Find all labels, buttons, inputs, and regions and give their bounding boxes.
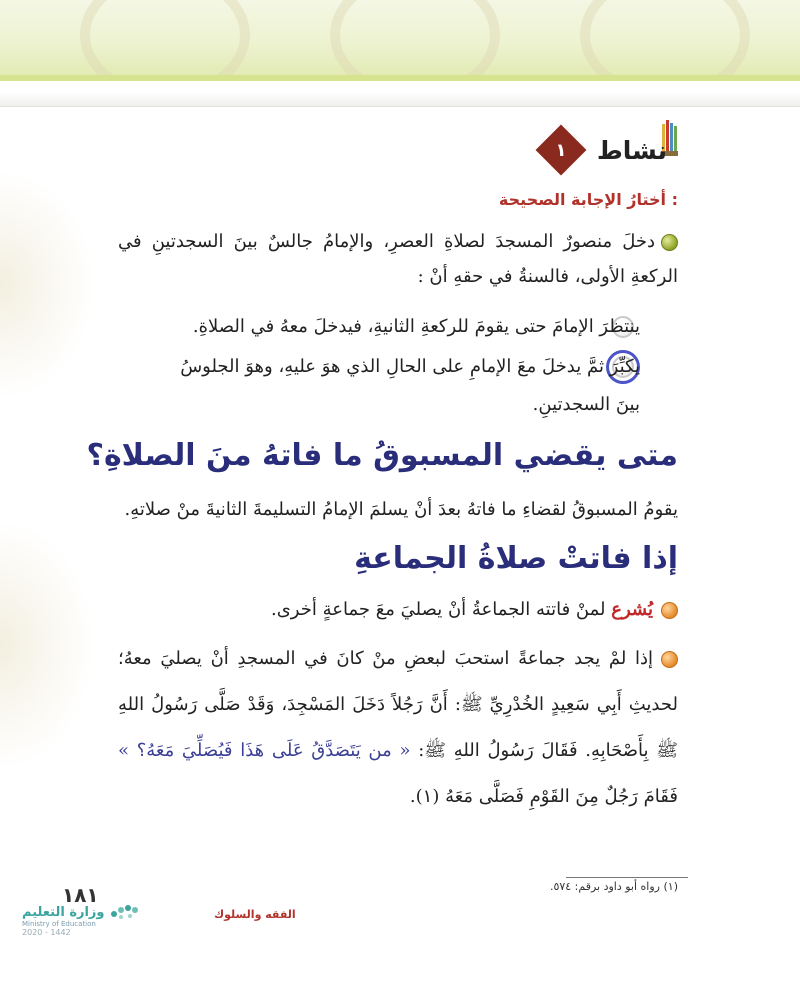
top-decorative-band: [0, 0, 800, 75]
ornament-shape: [580, 0, 750, 75]
footnote-divider: [566, 877, 688, 878]
activity-number: ١: [555, 139, 567, 161]
header-shadow-rule: [0, 92, 800, 107]
activity-header: [543, 132, 675, 168]
bullet-1-paragraph: [118, 592, 678, 627]
ministry-name-en: Ministry of Education: [22, 920, 96, 928]
hadith-ending: فَقَامَ رَجُلٌ مِنَ القَوْمِ فَصَلَّى مَعَهُ (١).: [409, 786, 678, 807]
section-heading-late-prayer: متى يقضي المسبوقُ ما فاتهُ منَ الصلاةِ؟: [86, 438, 678, 473]
option-1-text: ينتظرَ الإمامَ حتى يقومَ للركعةِ الثانيةِ، فيدخلَ معهُ في الصلاةِ.: [192, 316, 640, 337]
bullet-2-text: إذا لمْ يجد جماعةً استحبَ لبعضِ منْ كانَ في المسجدِ أنْ يصليَ معهُ؛ لحديثِ أَبِي سَعِيدٍ الخُدْرِيِّ ﷺ: أَنَّ رَجُلاً دَخَلَ المَسْجِدَ، وَقَدْ صَلَّى رَسُولُ اللهِ ﷺ بِأَصْحَابِهِ. فَقَالَ رَسُولُ اللهِ ﷺ:: [118, 648, 678, 761]
bullet-2-paragraph: [118, 636, 678, 820]
header-rule: [0, 75, 800, 81]
bullet-1-text: لمنْ فاتته الجماعةُ أنْ يصليَ معَ جماعةٍ أخرى.: [271, 599, 606, 620]
bullet-icon: [661, 602, 678, 619]
bullet-1-lead: يُشرع: [611, 599, 653, 620]
question-paragraph: [118, 224, 678, 294]
ministry-logo: [22, 905, 142, 937]
side-ornament: [0, 170, 95, 400]
section-1-body: يقومُ المسبوقُ لقضاءِ ما فاتهُ بعدَ أنْ يسلمَ الإمامُ التسليمةَ الثانيةَ منْ صلاتهِ.: [124, 499, 678, 520]
ornament-shape: [80, 0, 250, 75]
bullet-icon: [661, 651, 678, 668]
instruction-text: أختارُ الإجابة الصحيحة :: [498, 190, 678, 209]
ornament-shape: [330, 0, 500, 75]
ministry-name-ar: وزارة التعليم: [22, 905, 105, 920]
option-2-text: يكبِّرَ ثمَّ يدخلَ معَ الإمامِ على الحالِ الذي هوَ عليهِ، وهوَ الجلوسُ بينَ السجدتينِ.: [180, 356, 640, 415]
bullet-icon: [661, 234, 678, 251]
book-title: الفقه والسلوك: [214, 908, 296, 921]
page-number: ١٨١: [62, 883, 99, 907]
footnote-text: (١) رواه أبو داود برقم: ٥٧٤.: [549, 880, 678, 893]
hadith-quote: « من يَتَصَدَّقُ عَلَى هَذَا فَيُصَلِّيَ مَعَهُ؟ »: [118, 740, 411, 761]
section-heading-missed-congregation: إذا فاتتْ صلاةُ الجماعةِ: [354, 541, 678, 576]
activity-title: نشاط: [596, 135, 667, 165]
question-text: دخلَ منصورٌ المسجدَ لصلاةِ العصرِ، والإمامُ جالسٌ بينَ السجدتينِ في الركعةِ الأولى، فالسنةُ في حقهِ أنْ :: [118, 231, 678, 287]
activity-number-badge: [535, 125, 586, 176]
ministry-year: 2020 - 1442: [22, 928, 71, 937]
